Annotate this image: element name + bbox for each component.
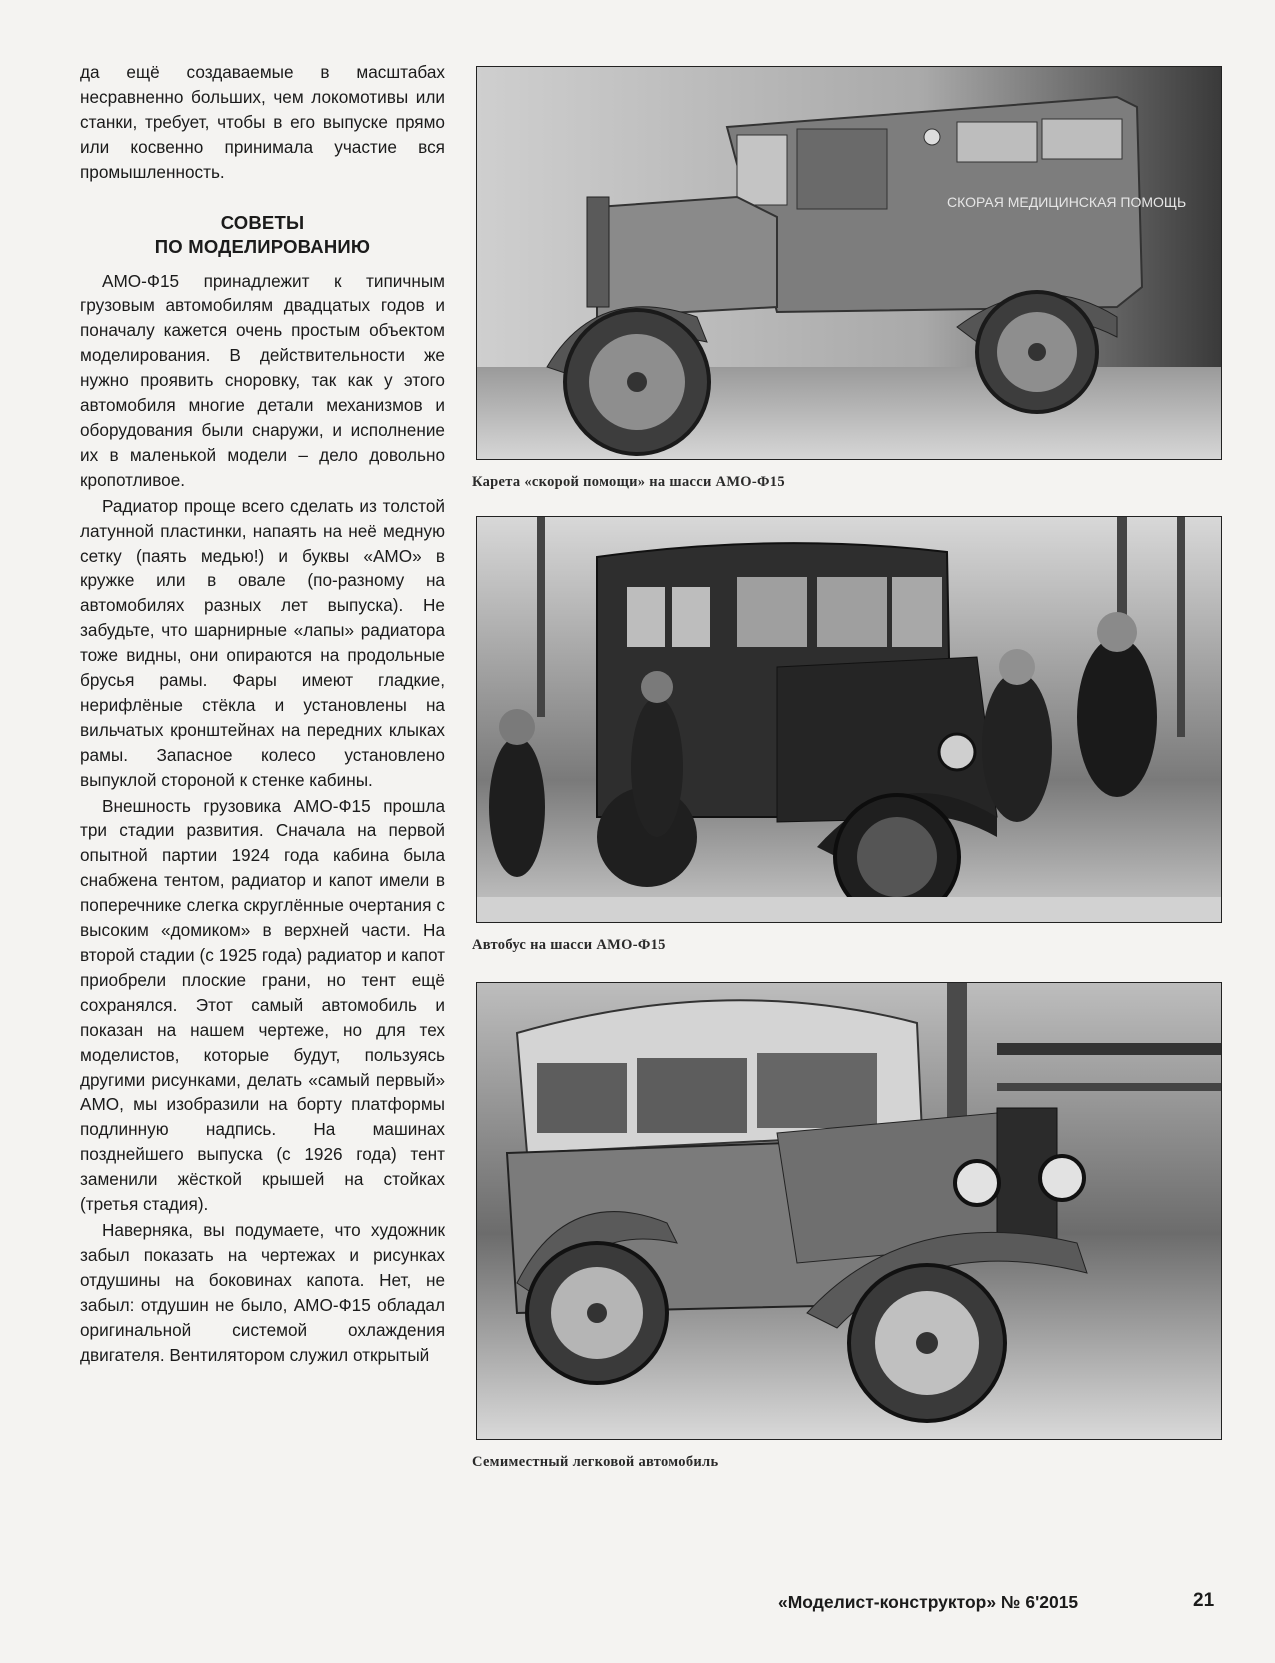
passenger-car-illustration	[477, 983, 1221, 1439]
photo-passenger-car	[476, 982, 1222, 1440]
footer-magazine: «Моделист-конструктор» № 6'2015	[778, 1592, 1079, 1612]
paragraph-4: Наверняка, вы подумаете, что художник забыл показать на чертежах и рисунках отдушины на боковинах капота. Нет, не забыл: отдушин не было, АМО-Ф15 обладал оригинальной системой охлаждения двигателя. Вентилятором служил открытый	[80, 1219, 445, 1365]
photo-ambulance	[476, 66, 1222, 460]
paragraph-3: Внешность грузовика АМО-Ф15 прошла три стадии развития. Сначала на первой опытной партии 1924 года кабина была снабжена тентом, радиатор и капот имели в поперечнике слегка скруглённые очертания с высоким «домиком» в верхней части. На второй стадии (с 1925 года) радиатор и капот приобрели плоские грани, но тент ещё сохранялся. Этот самый автомобиль и показан на нашем чертеже, но для тех моделистов, которые будут, пользуясь другими рисунками, делать «самый первый» АМО, мы изобразили на борту платформы подлинную надпись. На машинах позднейшего выпуска (с 1926 года) тент заменили жёсткой крышей на стойках (третья стадия).	[80, 795, 445, 1215]
bus-illustration	[477, 517, 1221, 922]
caption-bus: Автобус на шасси АМО-Ф15	[472, 937, 666, 953]
photo-bus	[476, 516, 1222, 923]
ambulance-side-text: СКОРАЯ МЕДИЦИНСКАЯ ПОМОЩЬ	[947, 194, 1187, 210]
heading-line-1: СОВЕТЫ	[220, 211, 305, 233]
paragraph-2: Радиатор проще всего сделать из толстой латунной пластинки, напаять на неё медную сетку (паять медью!) и буквы «АМО» в кружке или в овале (по-разному на автомобилях разных лет выпуска). Не забудьте, что шарнирные «лапы» радиатора тоже видны, они опираются на продольные брусья рамы. Фары имеют гладкие, нерифлёные стёкла и установлены на вильчатых кронштейнах на передних клыках рамы. Запасное колесо установлено выпуклой стороной к стенке кабины.	[80, 495, 445, 790]
page-number: 21	[1193, 1590, 1215, 1611]
heading-line-2: ПО МОДЕЛИРОВАНИЮ	[154, 235, 371, 257]
article-column	[80, 60, 445, 1367]
paragraph-1: АМО-Ф15 принадлежит к типичным грузовым автомобилям двадцатых годов и поначалу кажется очень простым объектом моделирования. В действительности же нужно проявить сноровку, так как у этого автомобиля многие детали механизмов и оборудования были снаружи, и исполнение их в маленькой модели – дело довольно кропотливое.	[80, 270, 445, 490]
section-heading	[80, 211, 445, 259]
ambulance-illustration	[477, 67, 1221, 459]
intro-paragraph: да ещё создаваемые в масштабах несравненно больших, чем локомотивы или станки, требует, чтобы в его выпуске прямо или косвенно принимала участие вся промышленность.	[80, 62, 445, 182]
caption-passenger-car: Семиместный легковой автомобиль	[472, 1454, 719, 1470]
caption-ambulance: Карета «скорой помощи» на шасси АМО-Ф15	[472, 474, 785, 490]
